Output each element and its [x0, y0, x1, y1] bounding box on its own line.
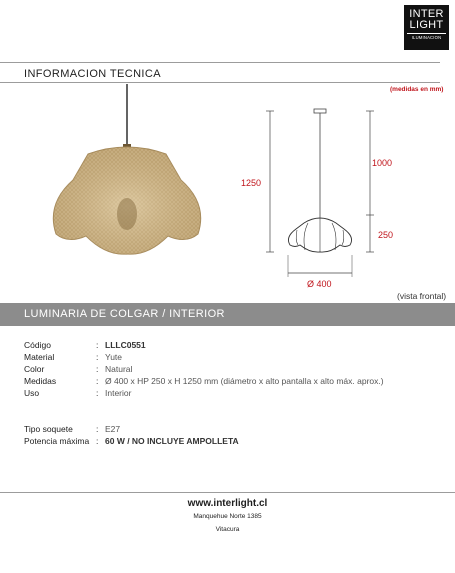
spec-separator: :: [96, 436, 99, 446]
diameter-label: Ø 400: [307, 279, 332, 289]
footer-divider: [0, 492, 455, 493]
spec-separator: :: [96, 376, 99, 386]
spec-value: Natural: [105, 364, 133, 374]
spec-separator: :: [96, 364, 99, 374]
logo-tagline: ILUMINACION: [407, 33, 446, 41]
view-label: (vista frontal): [397, 291, 447, 301]
spec-key: Material: [24, 352, 55, 362]
spec-separator: :: [96, 352, 99, 362]
cable-length-label: 1000: [372, 158, 393, 168]
spec-key: Medidas: [24, 376, 57, 386]
spec-separator: :: [96, 424, 99, 434]
spec-value: LLLC0551: [105, 340, 146, 350]
spec-separator: :: [96, 388, 99, 398]
interlight-logo: [404, 5, 449, 50]
dimension-drawing: [230, 95, 420, 295]
category-title: LUMINARIA DE COLGAR / INTERIOR: [24, 308, 225, 320]
spec-key: Potencia máxima: [24, 436, 90, 446]
section-title: INFORMACION TECNICA: [24, 68, 161, 80]
shade-height-label: 250: [378, 230, 394, 240]
category-banner: [0, 303, 455, 326]
top-divider: [0, 62, 440, 63]
city: Vitacura: [215, 526, 240, 533]
spec-value: Yute: [105, 352, 123, 362]
spec-key: Uso: [24, 388, 40, 398]
address: Manquehue Norte 1385: [193, 513, 262, 520]
spec-value: 60 W / NO INCLUYE AMPOLLETA: [105, 436, 239, 446]
spec-value: Interior: [105, 388, 132, 398]
section-divider: [0, 82, 440, 83]
units-note: (medidas en mm): [390, 86, 444, 93]
lamp-photo: [38, 84, 218, 264]
logo-line1: INTER: [409, 8, 444, 20]
website-link[interactable]: www.interlight.cl: [187, 498, 268, 509]
spec-value: E27: [105, 424, 121, 434]
spec-key: Color: [24, 364, 45, 374]
spec-value: Ø 400 x HP 250 x H 1250 mm (diámetro x alto pantalla x alto máx. aprox.): [105, 376, 384, 386]
total-height-label: 1250: [241, 178, 262, 188]
spec-separator: :: [96, 340, 99, 350]
spec-key: Código: [24, 340, 51, 350]
spec-key: Tipo soquete: [24, 424, 73, 434]
logo-line2: LIGHT: [409, 19, 444, 31]
